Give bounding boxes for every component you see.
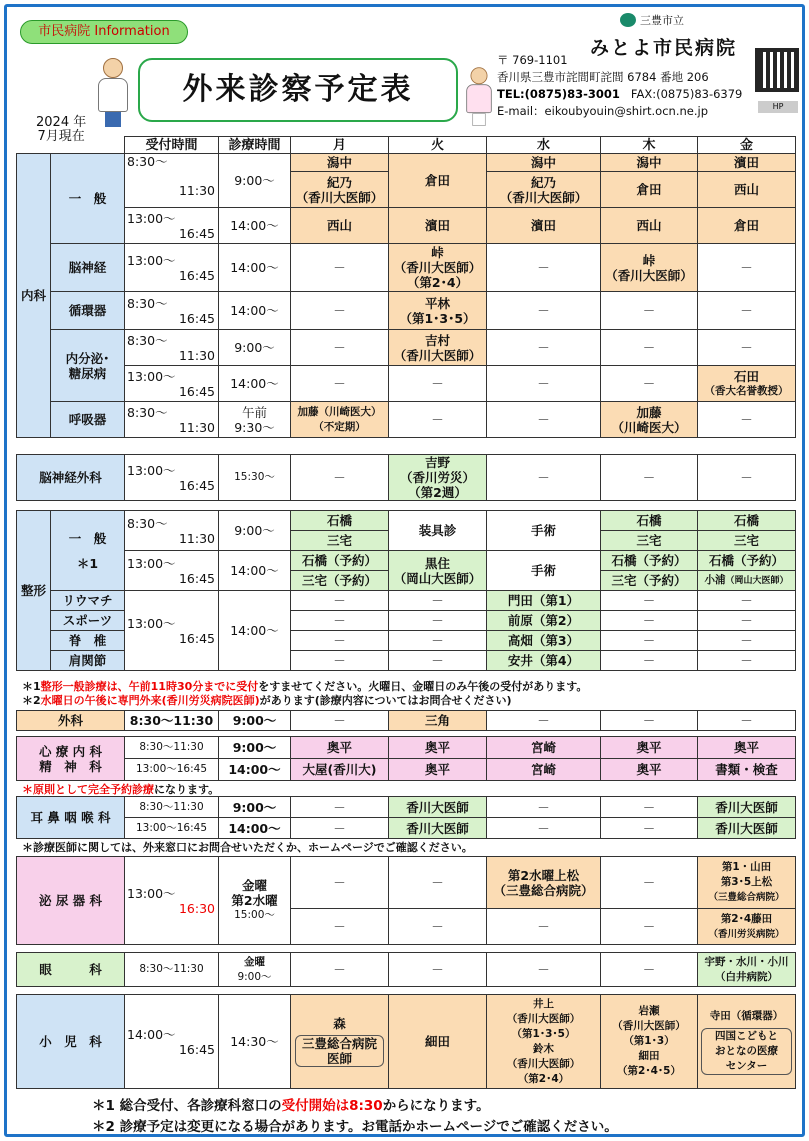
cell: 門田（第1） (487, 591, 601, 611)
cell: － (291, 909, 389, 945)
sub-circulatory: 循環器 (51, 292, 125, 330)
cell: 香川大医師 (389, 818, 487, 839)
cell: 香川大医師 (389, 797, 487, 818)
dept-ent: 耳 鼻 咽 喉 科 (17, 797, 125, 839)
cell: － (487, 402, 601, 438)
reception-time: 13:00～ 16:45 (125, 551, 219, 591)
cell: 宮崎 (487, 759, 601, 781)
cell: － (698, 292, 796, 330)
cell: － (601, 631, 698, 651)
cell: － (698, 330, 796, 366)
cell: 倉田 (698, 208, 796, 244)
cell: 奥平 (389, 737, 487, 759)
page-title: 外来診察予定表 (138, 58, 458, 122)
cell: － (487, 711, 601, 731)
doctor-illustration (96, 58, 130, 128)
cell: 黒住 （岡山大医師） (389, 551, 487, 591)
cell: － (487, 455, 601, 501)
cell: 石橋 (601, 511, 698, 531)
cell: 奥平 (389, 759, 487, 781)
cell: 奥平 (698, 737, 796, 759)
ophthalmology-table (16, 952, 796, 987)
cell: － (601, 857, 698, 909)
reception-time: 14:00～ 16:45 (125, 995, 219, 1089)
reception-time: 8:30～ 11:30 (125, 511, 219, 551)
cell: － (389, 402, 487, 438)
cell: － (291, 366, 389, 402)
nurse-illustration (465, 67, 494, 127)
footer-note-1: ＊1 総合受付、各診療科窓口の受付開始は8:30からになります。 (92, 1098, 490, 1114)
reception-time: 8:30～ 16:45 (125, 292, 219, 330)
cell: 峠 （香川大医師） （第2･4） (389, 244, 487, 292)
consult-time: 14:00～ (219, 551, 291, 591)
psychiatry-table (16, 736, 796, 781)
internal-medicine-table (16, 136, 796, 438)
cell: 峠 （香川大医師） (601, 244, 698, 292)
reception-time: 8:30～11:30 (125, 953, 219, 987)
cell: － (601, 591, 698, 611)
cell: － (698, 651, 796, 671)
col-tue: 火 (389, 137, 487, 154)
cell: 加藤 （川崎医大） (601, 402, 698, 438)
cell: 潟中 (291, 154, 389, 172)
consult-time: 15:30～ (219, 455, 291, 501)
cell: － (698, 244, 796, 292)
cell: － (601, 651, 698, 671)
reception-time: 8:30～ 11:30 (125, 154, 219, 208)
consult-time: 14:00～ (219, 208, 291, 244)
cell: 倉田 (389, 154, 487, 208)
cell: － (389, 631, 487, 651)
col-fri: 金 (698, 137, 796, 154)
cell: 森 三豊総合病院 医師 (291, 995, 389, 1089)
cell: 平林 （第1･3･5） (389, 292, 487, 330)
cell: 宇野・水川・小川 （白井病院） (698, 953, 796, 987)
cell: 装具診 (389, 511, 487, 551)
cell: 石橋（予約） (291, 551, 389, 571)
cell: 西山 (291, 208, 389, 244)
reception-time: 8:30～ 11:30 (125, 330, 219, 366)
cell: － (291, 857, 389, 909)
qr-label: HP (758, 101, 798, 113)
orthopedics-table (16, 510, 796, 671)
cell: － (291, 292, 389, 330)
sub-rheumatism: リウマチ (51, 591, 125, 611)
cell: 手術 (487, 511, 601, 551)
col-mon: 月 (291, 137, 389, 154)
cell: － (291, 818, 389, 839)
cell: 紀乃 （香川大医師） (487, 172, 601, 208)
cell: 細田 (389, 995, 487, 1089)
cell: － (291, 953, 389, 987)
cell: － (389, 857, 487, 909)
cell: － (487, 909, 601, 945)
reception-time: 13:00～ 16:45 (125, 244, 219, 292)
cell: 加藤（川崎医大） （不定期） (291, 402, 389, 438)
cell: 香川大医師 (698, 818, 796, 839)
cell: 紀乃 （香川大医師） (291, 172, 389, 208)
cell: 前原（第2） (487, 611, 601, 631)
dept-ophthalmology: 眼 科 (17, 953, 125, 987)
cell: － (291, 631, 389, 651)
footer-note-2: ＊2 診療予定は変更になる場合があります。お電話かホームページでご確認ください。 (92, 1119, 618, 1135)
consult-time: 14:00～ (219, 591, 291, 671)
cell: － (291, 455, 389, 501)
cell: 吉村 （香川大医師） (389, 330, 487, 366)
cell: － (487, 818, 601, 839)
cell: 倉田 (601, 172, 698, 208)
ent-table (16, 796, 796, 839)
cell: 石橋（予約） (698, 551, 796, 571)
consult-time: 9:00～ (219, 154, 291, 208)
cell: 三宅（予約） (601, 571, 698, 591)
consult-time: 14:00～ (219, 759, 291, 781)
cell: 石橋 (291, 511, 389, 531)
cell: 第1・山田 第3･5上松 （三豊総合病院） (698, 857, 796, 909)
cell: 三宅 (601, 531, 698, 551)
cell: － (698, 455, 796, 501)
cell: － (601, 366, 698, 402)
cell: － (487, 953, 601, 987)
dept-surgery: 外科 (17, 711, 125, 731)
info-badge: 市民病院 Information (20, 20, 188, 44)
sub-neuro: 脳神経 (51, 244, 125, 292)
consult-time: 金曜 第2水曜 15:00～ (219, 857, 291, 945)
cell: 三宅（予約） (291, 571, 389, 591)
cell: 書類・検査 (698, 759, 796, 781)
email-link[interactable]: E-mail：eikoubyouin@shirt.ocn.ne.jp (497, 104, 708, 118)
consult-time: 午前 9:30～ (219, 402, 291, 438)
cell: － (601, 909, 698, 945)
reception-time: 13:00～ 16:30 (125, 857, 219, 945)
sub-shoulder: 肩関節 (51, 651, 125, 671)
consult-time: 金曜 9:00～ (219, 953, 291, 987)
consult-time: 14:30～ (219, 995, 291, 1089)
cell: － (291, 711, 389, 731)
cell: 三角 (389, 711, 487, 731)
cell: 西山 (698, 172, 796, 208)
consult-time: 9:00～ (219, 511, 291, 551)
cell: 第2･4藤田 （香川労災病院） (698, 909, 796, 945)
cell: 第2水曜上松 （三豊総合病院） (487, 857, 601, 909)
cell: － (389, 366, 487, 402)
sub-general: 一 般 (51, 154, 125, 244)
consult-time: 14:00～ (219, 244, 291, 292)
ortho-note-1: ＊1整形一般診療は、午前11時30分までに受付をすませてください。火曜日、金曜日のみ午後の受付があります。 (22, 680, 588, 693)
cell: － (291, 330, 389, 366)
consult-time: 9:00～ (219, 711, 291, 731)
reception-time: 13:00～ 16:45 (125, 591, 219, 671)
dept-pediatrics: 小 児 科 (17, 995, 125, 1089)
sub-respiratory: 呼吸器 (51, 402, 125, 438)
surgery-table (16, 710, 796, 731)
cell: 濱田 (698, 154, 796, 172)
col-consult: 診療時間 (219, 137, 291, 154)
qr-code-icon[interactable] (755, 48, 799, 92)
reception-time: 8:30～11:30 (125, 737, 219, 759)
contact-block (497, 52, 742, 120)
reception-time: 8:30～11:30 (125, 797, 219, 818)
sub-endocrine: 内分泌･ 糖尿病 (51, 330, 125, 402)
tel: TEL:(0875)83-3001 (497, 87, 620, 101)
cell: － (698, 591, 796, 611)
cell: － (291, 244, 389, 292)
sub-spine: 脊 椎 (51, 631, 125, 651)
cell: － (601, 611, 698, 631)
cell: 井上 （香川大医師） （第1･3･5） 鈴木 （香川大医師） （第2･4） (487, 995, 601, 1089)
cell: － (487, 292, 601, 330)
ortho-note-2: ＊2水曜日の午後に専門外来(香川労災病院医師)があります(診療内容についてはお問合せください) (22, 694, 512, 707)
pediatrics-table (16, 994, 796, 1089)
cell: 三宅 (698, 531, 796, 551)
cell: － (601, 330, 698, 366)
reception-time: 13:00～16:45 (125, 818, 219, 839)
cell: － (487, 366, 601, 402)
cell: 岩瀬 （香川大医師） （第1･3） 細田 （第2･4･5） (601, 995, 698, 1089)
cell: 高畑（第3） (487, 631, 601, 651)
sub-sports: スポーツ (51, 611, 125, 631)
consult-time: 14:00～ (219, 818, 291, 839)
reception-time: 13:00～ 16:45 (125, 455, 219, 501)
col-wed: 水 (487, 137, 601, 154)
cell: 寺田（循環器） 四国こどもと おとなの医療 センター (698, 995, 796, 1089)
dept-neurosurgery: 脳神経外科 (17, 455, 125, 501)
reception-time: 13:00～ 16:45 (125, 208, 219, 244)
cell: 奥平 (291, 737, 389, 759)
cell: － (698, 402, 796, 438)
psychiatry-note: ＊原則として完全予約診療になります。 (22, 783, 220, 796)
cell: － (601, 292, 698, 330)
cell: － (291, 591, 389, 611)
consult-time: 9:00～ (219, 737, 291, 759)
postal-code: 〒 769-1101 (497, 53, 568, 67)
fax: FAX:(0875)83-6379 (630, 87, 743, 101)
reception-time: 8:30～11:30 (125, 711, 219, 731)
col-reception: 受付時間 (125, 137, 219, 154)
cell: － (389, 651, 487, 671)
cell: － (291, 651, 389, 671)
cell: 西山 (601, 208, 698, 244)
cell: － (601, 455, 698, 501)
sub-general: 一 般 ＊1 (51, 511, 125, 591)
ent-note: ＊診療医師に関しては、外来窓口にお問合せいただくか、ホームページでご確認ください。 (22, 841, 473, 854)
cell: － (487, 244, 601, 292)
cell: 吉野 （香川労災） （第2週） (389, 455, 487, 501)
cell: 濱田 (389, 208, 487, 244)
cell: － (487, 330, 601, 366)
address: 香川県三豊市詫間町詫間 6784 番地 206 (497, 70, 709, 84)
cell: 三宅 (291, 531, 389, 551)
cell: 手術 (487, 551, 601, 591)
cell: 香川大医師 (698, 797, 796, 818)
cell: － (601, 797, 698, 818)
cell: 石橋 (698, 511, 796, 531)
cell: 石田 （香大名誉教授） (698, 366, 796, 402)
cell: － (601, 818, 698, 839)
cell: 潟中 (601, 154, 698, 172)
cell: － (291, 611, 389, 631)
cell: 安井（第4） (487, 651, 601, 671)
cell: 奥平 (601, 759, 698, 781)
cell: 潟中 (487, 154, 601, 172)
reception-time: 13:00～16:45 (125, 759, 219, 781)
cell: － (389, 611, 487, 631)
cell: 宮崎 (487, 737, 601, 759)
consult-time: 9:00～ (219, 330, 291, 366)
consult-time: 14:00～ (219, 366, 291, 402)
cell: － (601, 953, 698, 987)
dept-psychiatry: 心 療 内 科 精 神 科 (17, 737, 125, 781)
cell: 石橋（予約） (601, 551, 698, 571)
cell: 濱田 (487, 208, 601, 244)
cell: 小浦（岡山大医師） (698, 571, 796, 591)
cell: 奥平 (601, 737, 698, 759)
dept-ortho: 整形 (17, 511, 51, 671)
reception-time: 13:00～ 16:45 (125, 366, 219, 402)
cell: － (698, 611, 796, 631)
cell: － (487, 797, 601, 818)
neurosurgery-table (16, 454, 796, 501)
dept-internal: 内科 (17, 154, 51, 438)
col-thu: 木 (601, 137, 698, 154)
cell: － (698, 711, 796, 731)
reception-time: 8:30～ 11:30 (125, 402, 219, 438)
dept-urology: 泌 尿 器 科 (17, 857, 125, 945)
cell: － (389, 909, 487, 945)
city-label: 三豊市立 (640, 14, 684, 27)
consult-time: 9:00～ (219, 797, 291, 818)
cell: － (291, 797, 389, 818)
cell: － (389, 953, 487, 987)
hospital-name: みとよ市民病院 (590, 37, 738, 59)
cell: 大屋(香川大) (291, 759, 389, 781)
consult-time: 14:00～ (219, 292, 291, 330)
urology-table (16, 856, 796, 945)
cell: － (389, 591, 487, 611)
as-of-date: 2024 年 7月現在 (36, 115, 87, 144)
cell: － (601, 711, 698, 731)
cell: － (698, 631, 796, 651)
